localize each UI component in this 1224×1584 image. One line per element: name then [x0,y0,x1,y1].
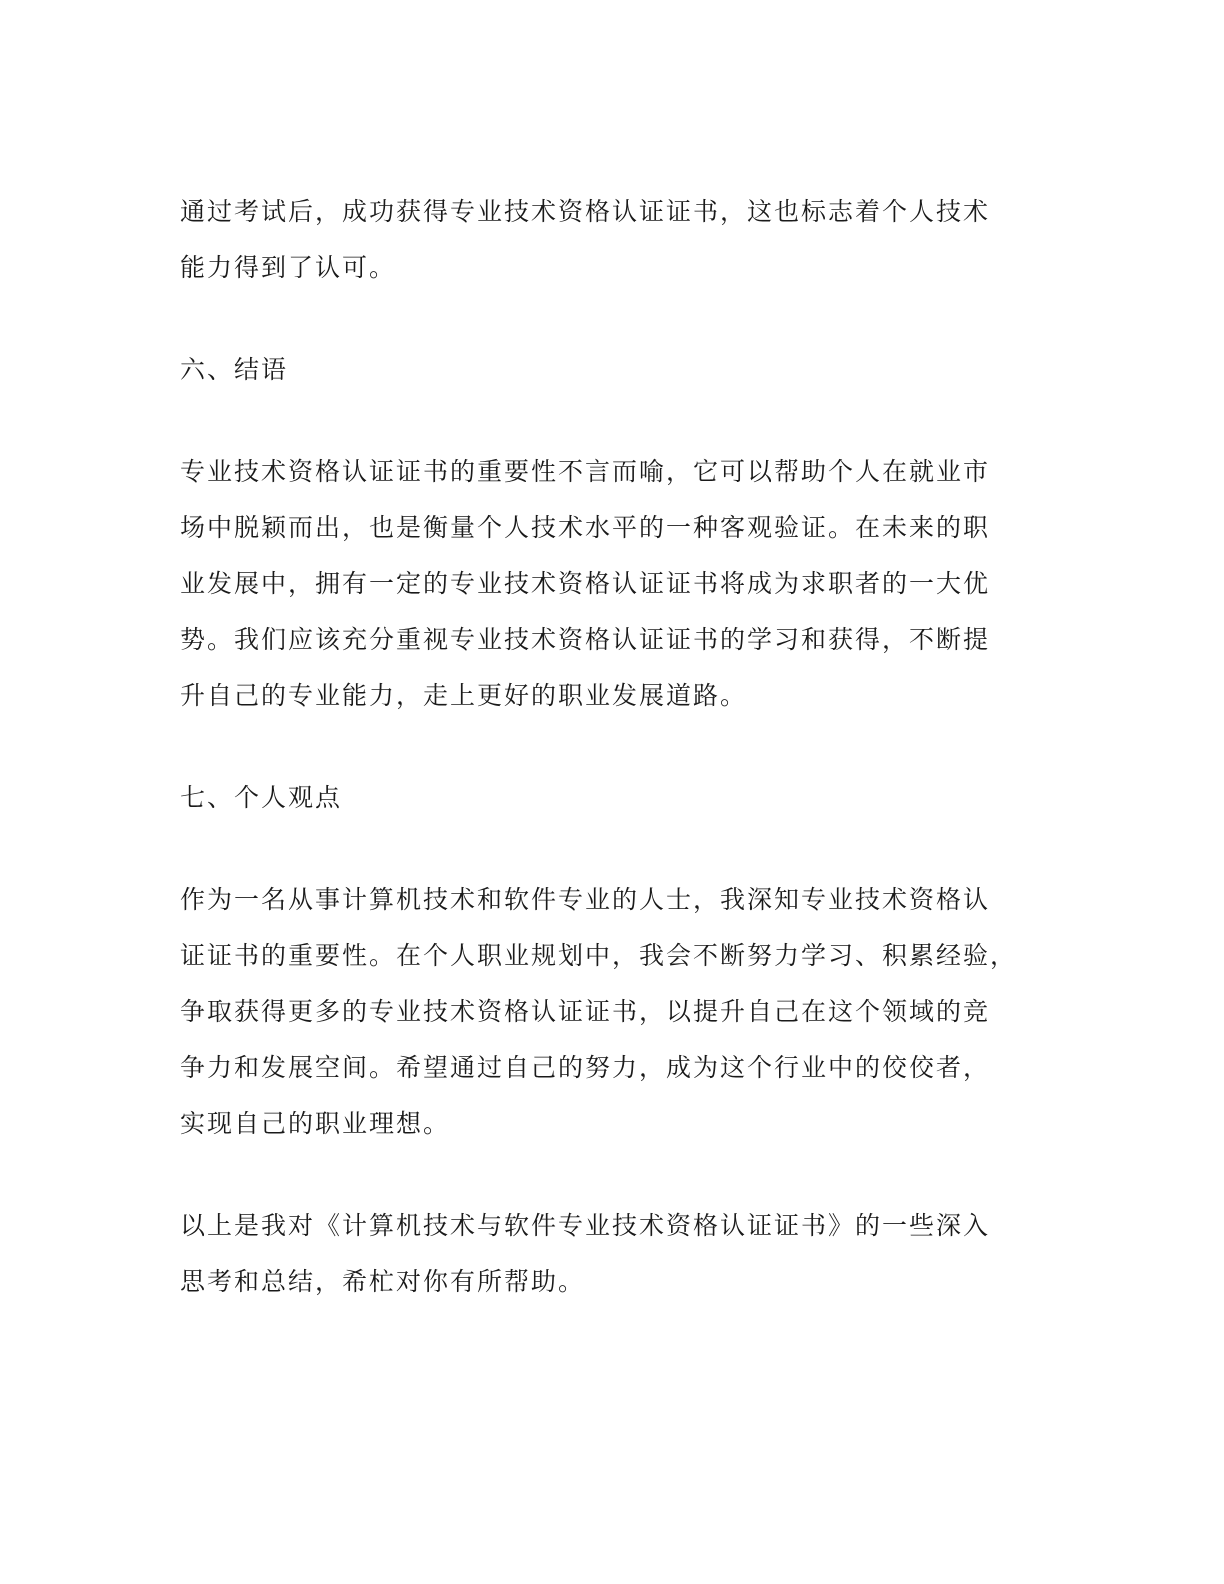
text-line: 证证书的重要性。在个人职业规划中，我会不断努力学习、积累经验， [180,941,1018,970]
text-line: 以上是我对《计算机技术与软件专业技术资格认证证书》的一些深入 [180,1211,991,1240]
text-line: 实现自己的职业理想。 [180,1109,451,1138]
document-page [180,184,1060,1310]
text-line: 业发展中，拥有一定的专业技术资格认证证书将成为求职者的一大优 [180,569,991,598]
text-line: 作为一名从事计算机技术和软件专业的人士，我深知专业技术资格认 [180,885,991,914]
paragraph-closing [180,1198,1060,1310]
paragraph-conclusion [180,444,1060,724]
heading-text: 七、个人观点 [180,783,343,812]
text-line: 势。我们应该充分重视专业技术资格认证证书的学习和获得，不断提 [180,625,991,654]
text-line: 通过考试后，成功获得专业技术资格认证证书，这也标志着个人技术 [180,197,991,226]
text-line: 场中脱颖而出，也是衡量个人技术水平的一种客观验证。在未来的职 [180,513,991,542]
section-heading-conclusion [180,342,1060,398]
text-line: 争力和发展空间。希望通过自己的努力，成为这个行业中的佼佼者， [180,1053,991,1082]
text-line: 升自己的专业能力，走上更好的职业发展道路。 [180,681,748,710]
paragraph-certificate-obtained [180,184,1060,296]
text-line: 争取获得更多的专业技术资格认证证书，以提升自己在这个领域的竞 [180,997,991,1026]
text-line: 专业技术资格认证证书的重要性不言而喻，它可以帮助个人在就业市 [180,457,991,486]
text-line: 思考和总结，希杧对你有所帮助。 [180,1267,586,1296]
section-heading-personal-view [180,770,1060,826]
paragraph-personal-view [180,872,1060,1152]
text-line: 能力得到了认可。 [180,253,397,282]
heading-text: 六、结语 [180,355,289,384]
